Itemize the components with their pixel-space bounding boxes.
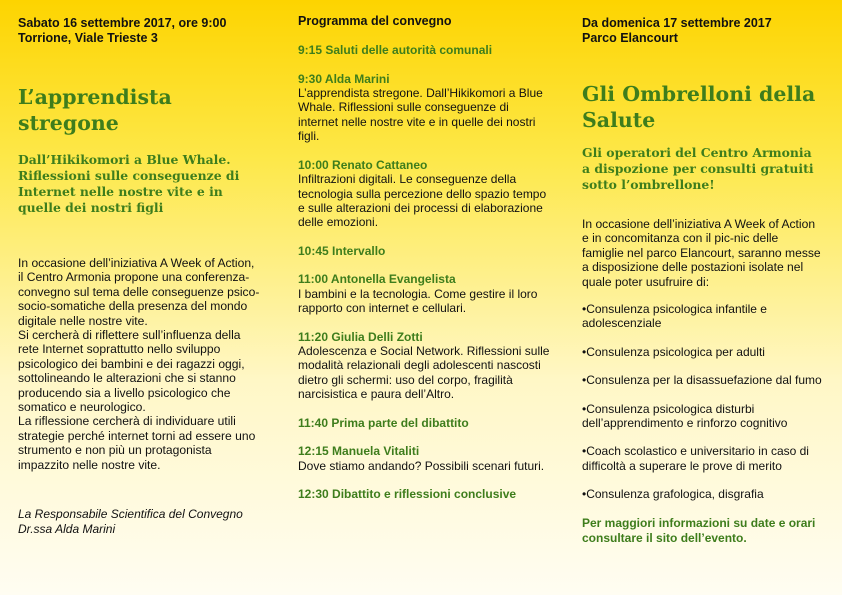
program-item-time: 9:30 Alda Marini: [298, 71, 390, 86]
program-item: [298, 416, 550, 431]
program-item-time: 11:40 Prima parte del dibattito: [298, 415, 469, 430]
initiative-subtitle: Gli operatori del Centro Armonia a dispozione per consulti gratuiti sotto l’ombrellone!: [582, 145, 814, 192]
left-panel: [18, 0, 263, 536]
program-item: [298, 158, 550, 230]
program-item: [298, 272, 550, 315]
description-paragraph: La riflessione cercherà di individuare utili strategie perché internet torni ad essere uno strumento e non più un protagonista impazzito nelle nostre vite.: [18, 414, 256, 472]
description-paragraph: In occasione dell’iniziativa A Week of Action, il Centro Armonia propone una conferenza-convegno sul tema delle conseguenze psico-socio-somatiche della presenza del mondo digitale nelle nostre vite.: [18, 256, 260, 328]
initiative-paragraph: In occasione dell’iniziativa A Week of Action e in concomitanza con il pic-nic delle famiglie nel parco Elancourt, saranno messe a disposizione delle postazioni isolate nel quale poter usufruire di:: [582, 217, 821, 289]
conference-title: L’apprendista stregone: [18, 85, 172, 135]
signature-role: La Responsabile Scientifica del Convegno: [18, 507, 243, 522]
program-item-text: Infiltrazioni digitali. Le conseguenze della tecnologia sulla percezione dello spazio tempo e sulle alterazioni dei processi di elaborazione delle emozioni.: [298, 172, 547, 230]
description-paragraph: Si cercherà di riflettere sull’influenza della rete Internet soprattutto nello sviluppo psicologico dei bambini e dei ragazzi oggi, sottolineando le alterazioni che si stanno producendo sia a livello psicologico che somatico e neurologico.: [18, 328, 245, 415]
signature: [18, 507, 263, 536]
initiative-date: Da domenica 17 settembre 2017: [582, 16, 772, 30]
initiative-title: Gli Ombrelloni della Salute: [582, 82, 816, 132]
program-item-text: Adolescenza e Social Network. Riflessioni sulle modalità relazionali degli adolescenti nascosti dietro gli schermi: uso del corpo, fragilità narcisistica e paura dell’Altro.: [298, 344, 550, 402]
program-item: [298, 244, 550, 259]
service-item: •Coach scolastico e universitario in caso di difficoltà a superare le prove di merito: [582, 444, 809, 473]
service-list: [582, 302, 822, 502]
program-item-text: I bambini e la tecnologia. Come gestire il loro rapporto con internet e cellulari.: [298, 286, 538, 316]
service-item: •Consulenza per la disassuefazione dal fumo: [582, 373, 822, 388]
program-item: [298, 72, 550, 144]
service-item: •Consulenza grafologica, disgrafia: [582, 487, 764, 502]
program-item: [298, 487, 550, 502]
program-panel: [298, 0, 550, 502]
program-item: [298, 444, 550, 473]
program-item: [298, 43, 550, 58]
program-item-text: Dove stiamo andando? Possibili scenari futuri.: [298, 458, 545, 473]
program-item-time: 11:00 Antonella Evangelista: [298, 272, 456, 287]
initiative-location: Parco Elancourt: [582, 31, 678, 45]
program-item-time: 12:15 Manuela Vitaliti: [298, 444, 420, 459]
signature-name: Dr.ssa Alda Marini: [18, 521, 116, 536]
initiative-date-header: [582, 0, 822, 46]
event-location: Torrione, Viale Trieste 3: [18, 31, 158, 45]
program-item-time: 10:00 Renato Cattaneo: [298, 157, 428, 172]
service-item: •Consulenza psicologica infantile e adolescenziale: [582, 302, 767, 331]
program-item-time: 9:15 Saluti delle autorità comunali: [298, 43, 493, 57]
initiative-description: [582, 217, 822, 289]
program-item-time: 10:45 Intervallo: [298, 243, 386, 258]
program-item-time: 11:20 Giulia Delli Zotti: [298, 329, 423, 344]
program-header: Programma del convegno: [298, 14, 452, 28]
right-panel: [582, 0, 822, 546]
service-item: •Consulenza psicologica disturbi dell’apprendimento e rinforzo cognitivo: [582, 401, 788, 431]
event-date-header: [18, 0, 263, 46]
more-info-note: Per maggiori informazioni su date e orari consultare il sito dell’evento.: [582, 515, 816, 545]
conference-subtitle: Dall’Hikikomori a Blue Whale. Riflessioni sulle conseguenze di Internet nelle nostre vite e in quelle dei nostri figli: [18, 152, 240, 215]
conference-description: [18, 256, 263, 472]
program-item: [298, 330, 550, 402]
program-item-time: 12:30 Dibattito e riflessioni conclusive: [298, 487, 517, 502]
program-item-text: L’apprendista stregone. Dall’Hikikomori a Blue Whale. Riflessioni sulle conseguenze di internet nelle nostre vite e in quelle dei nostri figli.: [298, 86, 543, 144]
event-date: Sabato 16 settembre 2017, ore 9:00: [18, 16, 227, 30]
service-item: •Consulenza psicologica per adulti: [582, 344, 765, 359]
